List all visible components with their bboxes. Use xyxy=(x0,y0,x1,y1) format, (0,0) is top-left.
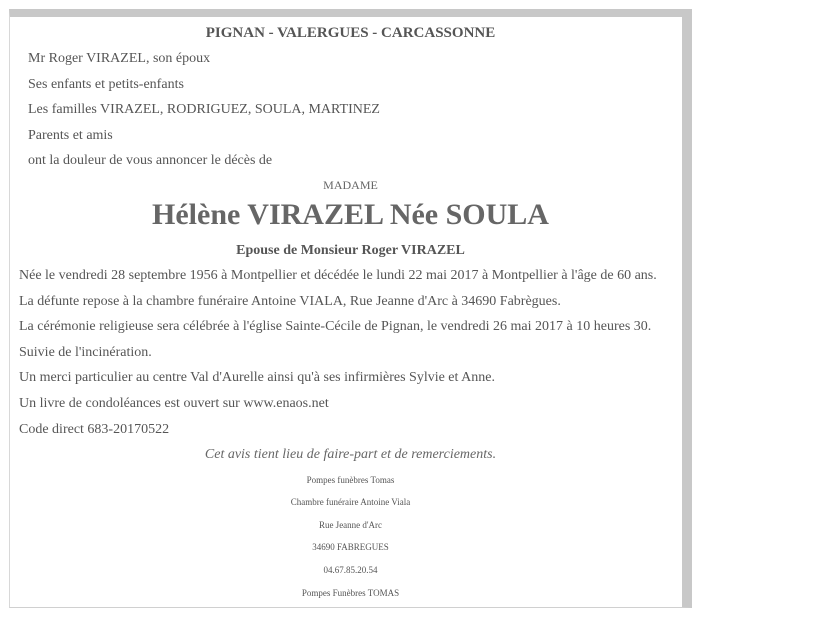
family-line: ont la douleur de vous annoncer le décès de xyxy=(28,153,273,168)
footer-line: 34690 FABREGUES xyxy=(312,542,389,552)
notice-header: PIGNAN - VALERGUES - CARCASSONNE xyxy=(205,25,496,41)
family-line: Mr Roger VIRAZEL, son époux xyxy=(28,51,211,66)
spouse-line: Epouse de Monsieur Roger VIRAZEL xyxy=(236,243,465,258)
body-line: Un livre de condoléances est ouvert sur www.enaos.net xyxy=(19,396,329,411)
remerciements-note: Cet avis tient lieu de faire-part et de remerciements. xyxy=(204,447,497,462)
body-line: Code direct 683-20170522 xyxy=(19,422,170,437)
body-line: Suivie de l'incinération. xyxy=(19,345,152,360)
body-line: La défunte repose à la chambre funéraire Antoine VIALA, Rue Jeanne d'Arc à 34690 Fabrègues. xyxy=(19,294,561,309)
body-line: Un merci particulier au centre Val d'Aurelle ainsi qu'à ses infirmières Sylvie et Anne. xyxy=(19,370,495,385)
footer-line: 04.67.85.20.54 xyxy=(323,565,378,575)
body-line: Née le vendredi 28 septembre 1956 à Montpellier et décédée le lundi 22 mai 2017 à Montpellier à l'âge de 60 ans. xyxy=(19,268,657,283)
family-line: Parents et amis xyxy=(28,128,113,143)
footer-line: Pompes Funèbres TOMAS xyxy=(301,588,400,598)
family-line: Ses enfants et petits-enfants xyxy=(28,77,184,92)
footer-line: Pompes funèbres Tomas xyxy=(306,475,395,485)
body-line: La cérémonie religieuse sera célébrée à l'église Sainte-Cécile de Pignan, le vendredi 26 mai 2017 à 10 heures 30. xyxy=(19,319,652,334)
footer-line: Rue Jeanne d'Arc xyxy=(318,520,383,530)
title: MADAME xyxy=(323,178,378,192)
footer-line: Chambre funéraire Antoine Viala xyxy=(290,497,411,507)
family-line: Les familles VIRAZEL, RODRIGUEZ, SOULA, MARTINEZ xyxy=(28,102,380,117)
deceased-name: Hélène VIRAZEL Née SOULA xyxy=(152,198,549,231)
